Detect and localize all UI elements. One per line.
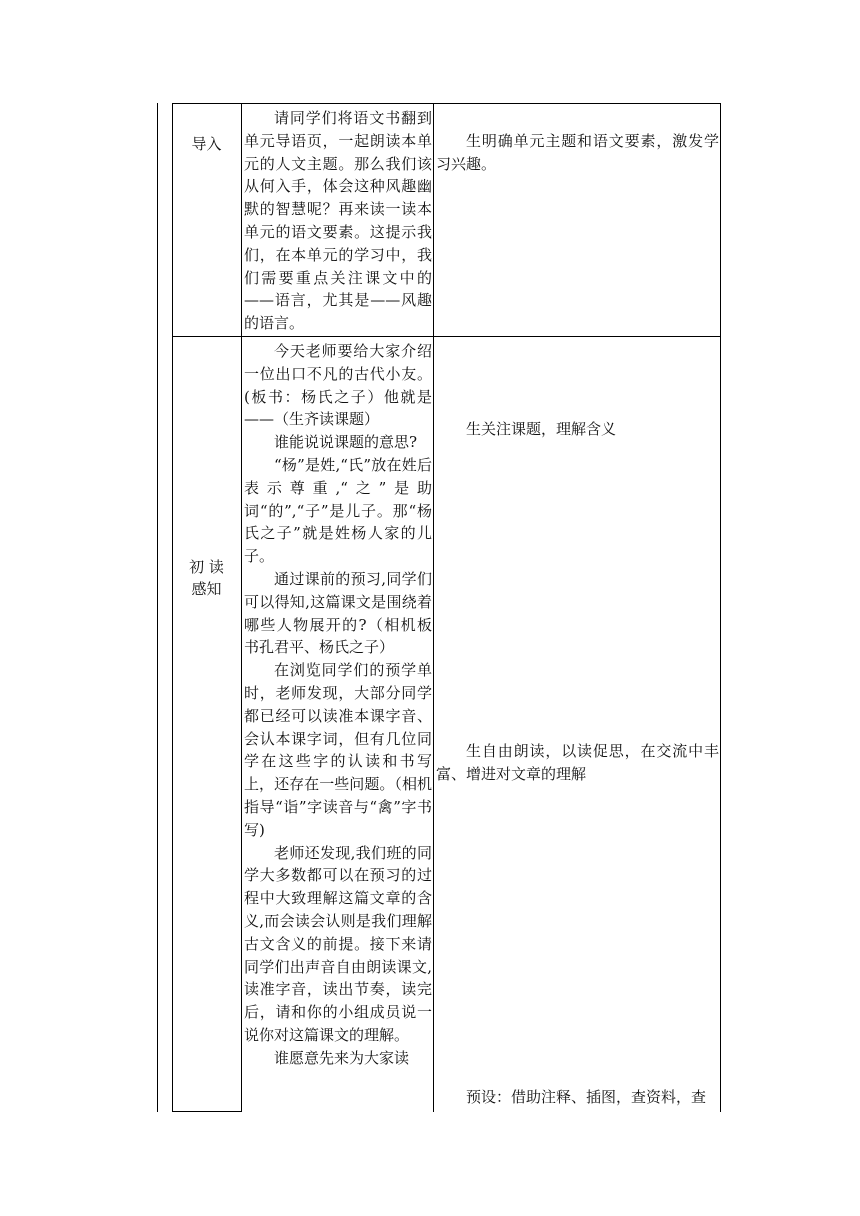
teacher-paragraph: “杨”是姓,“氏”放在姓后表示尊重,“之”是助词“的”,“子”是儿子。那“杨氏之子”就是姓杨人家的儿子。 <box>244 455 432 566</box>
teacher-activity-first-reading <box>244 340 432 1070</box>
table-border-bottom <box>172 1111 241 1112</box>
column-divider-teacher <box>433 103 434 1112</box>
student-activity-intro <box>436 130 719 176</box>
teacher-paragraph: 谁能说说课题的意思? <box>274 433 418 452</box>
teacher-activity-intro <box>244 107 432 335</box>
student-note-3 <box>436 1086 719 1109</box>
table-border-right <box>720 103 721 1112</box>
teacher-paragraph: 谁愿意先来为大家读 <box>274 1048 410 1067</box>
stage-label-line-2: 感知 <box>191 580 222 598</box>
row-divider <box>172 336 721 337</box>
student-note-2 <box>436 740 719 786</box>
stage-label-intro: 导入 <box>191 135 222 153</box>
teacher-paragraph: 今天老师要给大家介绍一位出口不凡的古代小友。(板书：杨氏之子）他就是——（生齐读课题） <box>244 342 432 429</box>
stage-label-first-reading <box>172 556 241 600</box>
table-border-top <box>172 103 721 104</box>
column-divider-stage <box>241 103 242 1112</box>
student-paragraph: 预设：借助注释、插图，查资料，查 <box>466 1088 707 1106</box>
teacher-paragraph: 通过课前的预习,同学们可以得知,这篇课文是围绕着哪些人物展开的?（相机板书孔君平、杨氏之子） <box>244 569 432 657</box>
student-note-1 <box>436 418 719 441</box>
table-border-left-outer <box>157 103 158 1112</box>
stage-label-line-1: 初 读 <box>189 558 224 576</box>
table-border-left-inner <box>172 103 173 1112</box>
teacher-paragraph: 在浏览同学们的预学单时，老师发现，大部分同学都已经可以读准本课字音、会认本课字词，但有几位同学在这些字的认读和书写上，还存在一些问题。（相机指导“诣”字读音与“禽”字书写) <box>244 661 432 839</box>
student-paragraph: 生关注课题，理解含义 <box>466 420 617 438</box>
student-paragraph: 生明确单元主题和语文要素，激发学习兴趣。 <box>436 132 719 173</box>
teacher-paragraph: 老师还发现,我们班的同学大多数都可以在预习的过程中大致理解这篇文章的含义,而会读会认则是我们理解古文含义的前提。接下来请同学们出声音自由朗读课文,读准字音，读出节奏，读完后，请和你的小组成员说一说你对这篇课文的理解。 <box>244 843 432 1044</box>
teacher-paragraph: 请同学们将语文书翻到单元导语页，一起朗读本单元的人文主题。那么我们该从何入手，体会这种风趣幽默的智慧呢？再来读一读本单元的语文要素。这提示我们，在本单元的学习中，我们需要重点关注课文中的——语言，尤其是——风趣的语言。 <box>244 109 432 333</box>
student-paragraph: 生自由朗读，以读促思，在交流中丰富、增进对文章的理解 <box>436 742 719 783</box>
